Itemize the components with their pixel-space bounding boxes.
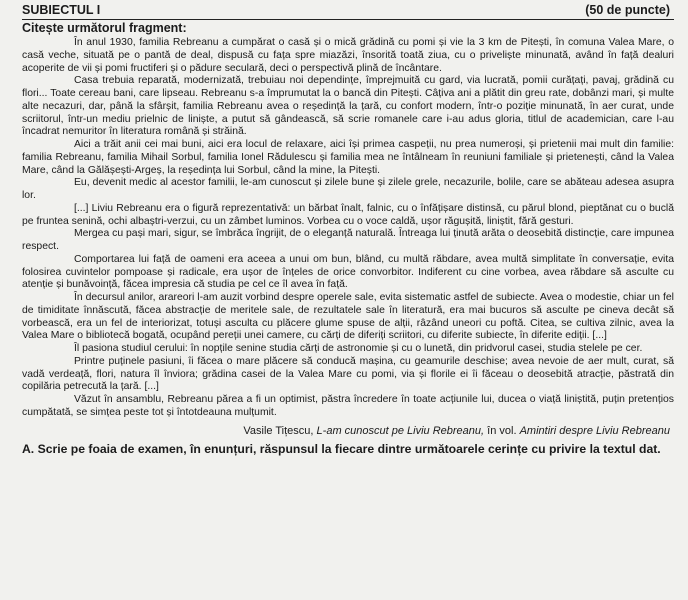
section-header: [22, 3, 674, 20]
paragraph: Văzut în ansamblu, Rebreanu părea a fi un optimist, păstra încredere în toate acțiunile lui, ducea o viață liniștită, puțin pretențios cumpătată, se simțea peste tot și întotdeauna mulțumit.: [22, 394, 674, 418]
paragraph: Comportarea lui față de oameni era aceea a unui om bun, blând, cu multă răbdare, avea multă simplitate în conversație, evita folosirea cuvintelor pompoase și radicale, era ușor de înțeles de orice convorbitor. Indiferent cu cine vorbea, avea răbdare să asculte cu atenție și bunăvoință, făcea impresia că studia pe cel ce îl avea în față.: [22, 253, 674, 291]
fragment-text: [22, 37, 674, 420]
source-volume-title: Amintiri despre Liviu Rebreanu: [519, 424, 670, 437]
paragraph: Eu, devenit medic al acestor familii, le-am cunoscut și zilele bune și zilele grele, necazurile, bolile, care se abăteau adesea asupra lor.: [22, 177, 674, 201]
paragraph: În decursul anilor, arareori l-am auzit vorbind despre operele sale, evita sistematic astfel de subiecte. Avea o modestie, chiar un fel de timiditate înnăscută, făcea abstracție de meritele sale, de rezultatele sale în literatură, era mai bucuros să asculte pe cineva decât să vorbească, era un fel de interiorizat, totuși asculta cu plăcere glume spuse de alții, râzând uneori cu poftă. Citea, se cultiva zilnic, avea la Valea Mare o bibliotecă bogată, ocupând pereții unei camere, cu cărți de diferiți scriitori, cu diferite subiecte, în diferite ediții. [...]: [22, 292, 674, 342]
source-volume-prefix: în vol.: [487, 424, 517, 437]
points-label: (50 de puncte): [585, 3, 670, 17]
paragraph: Îl pasiona studiul cerului: în nopțile senine studia cărți de astronomie și cu o lunetă, din pridvorul casei, studia stelele pe cer.: [74, 343, 643, 354]
paragraph: [...] Liviu Rebreanu era o figură reprezentativă: un bărbat înalt, falnic, cu o înfățișare distinsă, cu părul blond, pieptănat cu o buclă pe fruntea senină, ochi albaștri-verzui, cu un zâmbet luminos. Vorbea cu o voce caldă, ușor răgușită, liniștit, fără gesturi.: [22, 202, 674, 227]
source-author: Vasile Tițescu,: [243, 424, 314, 437]
paragraph: Aici a trăit anii cei mai buni, aici era locul de relaxare, aici își primea caspeții, nu prea numeroși, și prietenii mai mult din familie: familia Rebreanu, familia Mihail Sorbul, familia Ionel Rădulescu și familia mea ne întâlneam în reuniuni familiale și prietenești, când la Valea Mare, când la Gălășești-Argeș, la reședința lui Sorbul, când la mine, la Pitești.: [22, 139, 674, 176]
reading-instruction: Citește următorul fragment:: [22, 21, 187, 35]
paragraph: Printre puținele pasiuni, îi făcea o mare plăcere să conducă mașina, cu geamurile deschise; avea nevoie de aer mult, curat, să vadă verdeață, flori, natura îl înviora; grădina casei de la Valea Mare cu pomi, via și florile ei îi făceau o deosebită atracție, păstrată din copilăria petrecută la țară. [...]: [22, 355, 674, 393]
section-title: SUBIECTUL I: [22, 3, 101, 17]
paragraph: În anul 1930, familia Rebreanu a cumpărat o casă și o mică grădină cu pomi și vie la 3 km de Pitești, în comuna Valea Mare, o casă veche, situată pe o pantă de deal, dispusă cu fața spre miazăzi, însorită toată ziua, cu o priveliște minunată, având în față dealuri acoperite de vii și pomi fructiferi și o pădure seculară, deci o perspectivă plină de încântare.: [22, 37, 674, 74]
task-heading: A. Scrie pe foaia de examen, în enunțuri, răspunsul la fiecare dintre următoarele cerințe cu privire la textul dat.: [22, 441, 661, 456]
source-citation: [22, 424, 670, 438]
paragraph: Mergea cu pași mari, sigur, se îmbrăca îngrijit, de o eleganță naturală. Întreaga lui ținută arăta o deosebită distincție, care impunea respect.: [22, 228, 674, 252]
source-title: L-am cunoscut pe Liviu Rebreanu,: [316, 424, 485, 437]
paragraph: Casa trebuia reparată, modernizată, trebuiau noi dependințe, împrejmuită cu gard, via lucrată, pomii curățați, pavaj, grădină cu flori... Toate cereau bani, care lipseau. Rebreanu s-a împrumutat la o bancă din Pitești. Câțiva ani a plătit din greu rate, dobânzi mari, și multe alte necazuri, dar, până la sfârșit, familia Rebreanu avea o reședință la țară, cu confort modern, într-o poziție minunată, în aer curat, unde scriitorul, într-un mediu prielnic de liniște, a putut să gândească, să scrie romanele care i-au adus gloria, titlul de academician, care l-au încadrat nemuritor în literatura română și străină.: [22, 75, 674, 138]
